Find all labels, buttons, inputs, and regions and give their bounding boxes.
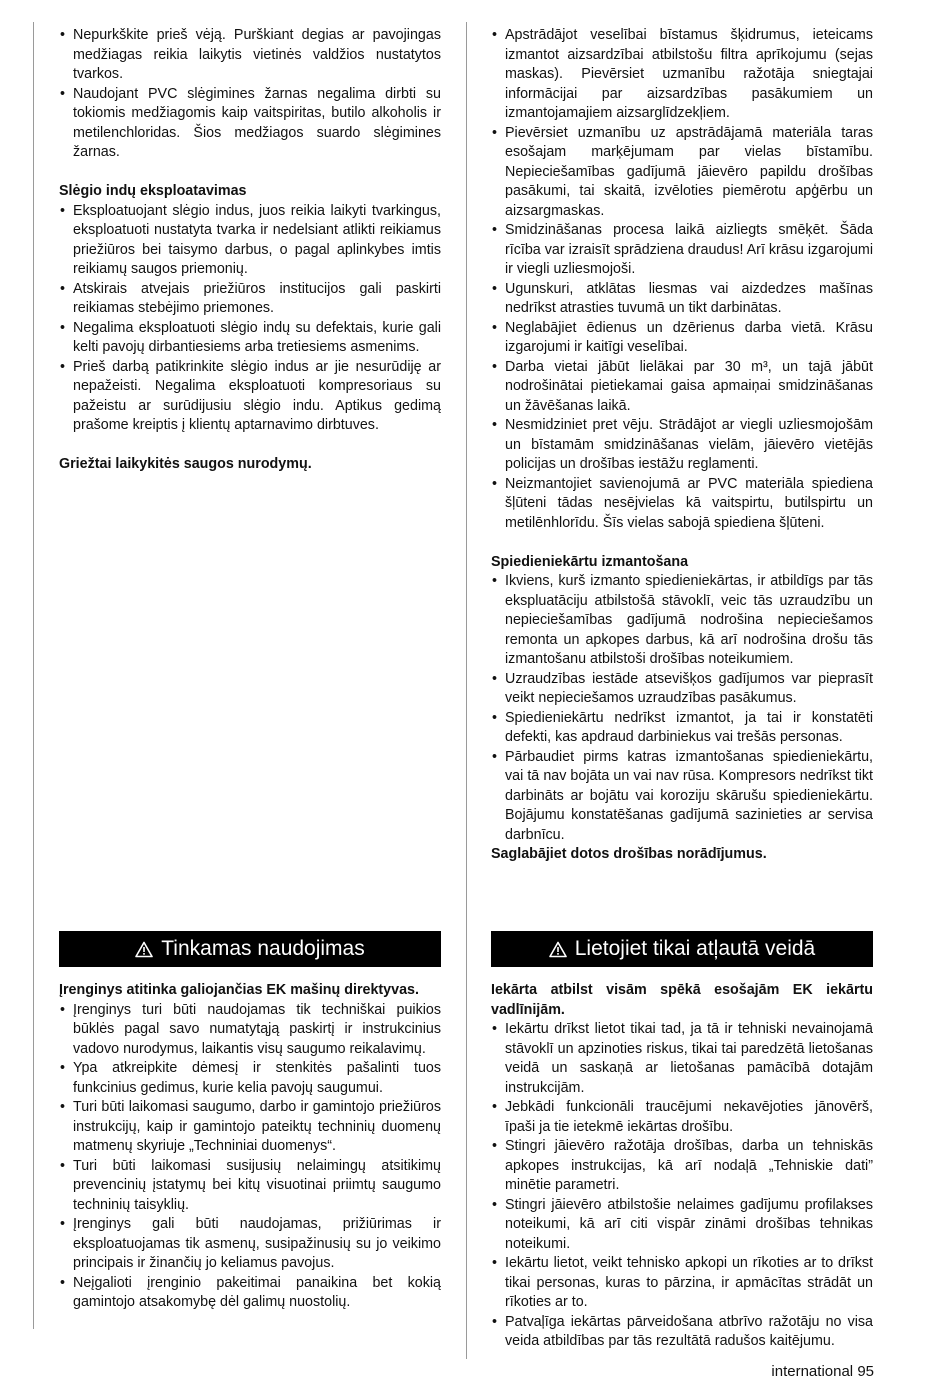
- section-heading: Spiedieniekārtu izmantošana: [491, 553, 689, 570]
- section-banner-right: [491, 931, 873, 967]
- section-banner-left: [59, 931, 441, 967]
- closing-note: Saglabājiet dotos drošības norādījumus.: [491, 846, 767, 862]
- list-item: • Turi būti laikomasi susijusių nelaimingų atsitikimų prevencinių įstatymų bei kitų visuotinai priimtų saugumo techninių taisyklių.: [59, 1157, 441, 1216]
- list-item: • Stingri jāievēro atbilstošie nelaimes gadījumu profilakses noteikumi, kā arī citi vispār zināmi drošības tehnikas noteikumi.: [491, 1196, 873, 1255]
- list-item: • Neglabājiet ēdienus un dzērienus darba vietā. Krāsu izgarojumi ir kaitīgi veselībai.: [491, 319, 873, 358]
- list-item: • Nesmidziniet pret vēju. Strādājot ar viegli uzliesmojošām un bīstamām smidzināšanas vielām, jāievēro vietējās policijas un drošības iestāžu reglamenti.: [491, 416, 873, 475]
- left-intro-list: [59, 26, 441, 163]
- list-item: • Patvaļīga iekārtas pārveidošana atbrīvo ražotāju no visa veida atbildības par tās rezultātā radušos kaitējumu.: [491, 1313, 873, 1352]
- list-item: • Nepurkškite prieš vėją. Purškiant degias ar pavojingas medžiagas reikia laikytis vietinės valdžios nustatytos tvarkos.: [59, 26, 441, 85]
- list-item: • Pievērsiet uzmanību uz apstrādājamā materiāla taras esošajam marķējumam par vielas bīstamību. Nepieciešamības gadījumā jāievēro papildu drošības pasākumi, tai skaitā, izvēloties piemērotu apģērbu un aizsargmaskas.: [491, 124, 873, 222]
- lead-statement: Įrenginys atitinka galiojančias EK mašinų direktyvas.: [59, 982, 419, 998]
- left-usage-list: [59, 1001, 441, 1313]
- section-heading: Slėgio indų eksploatavimas: [59, 183, 247, 199]
- list-item: • Apstrādājot veselībai bīstamus šķidrumus, ieteicams izmantot aizsardzībai atbilstošu filtra aprīkojumu (sejas maskas). Pievērsiet uzmanību ražotāja sniegtajai informācijai par aizsardzības pasākumiem un izmantojamajiem aizsarglīdzekļiem.: [491, 26, 873, 124]
- list-item: • Atskirais atvejais priežiūros institucijos gali paskirti reikiamas stebėjimo priemones.: [59, 280, 441, 319]
- banner-title: Lietojiet tikai atļautā veidā: [574, 937, 816, 960]
- list-item: • Negalima eksploatuoti slėgio indų su defektais, kurie gali kelti pavojų dirbantiesiems arba tretiesiems asmenims.: [59, 319, 441, 358]
- column-divider-rule: [466, 22, 467, 1359]
- list-item: • Uzraudzības iestāde atsevišķos gadījumos var pieprasīt veikt nepieciešamos uzraudzības pasākumus.: [491, 670, 873, 709]
- warning-triangle-icon: [549, 941, 567, 958]
- right-top-section: [491, 26, 873, 865]
- list-item: • Naudojant PVC slėgimines žarnas negalima dirbti su tokiomis medžiagomis kaip vaitspiritas, butilo alkoholis ir metilenchloridas. Šios medžiagos suardo slėgimines žarnas.: [59, 85, 441, 163]
- list-item: • Pārbaudiet pirms katras izmantošanas spiedieniekārtu, vai tā nav bojāta un vai nav rūsa. Kompresors nedrīkst tikt darbināts ar bojātu vai koroziju skārušu spiedieniekārtu. Bojājumu konstatēšanas gadījumā sazinieties ar servisa darbnīcu.: [491, 748, 873, 846]
- list-item: • Įrenginys gali būti naudojamas, prižiūrimas ir eksploatuojamas tik asmenų, susipažinusių su jo veikimo principais ir žinančių jo keliamus pavojus.: [59, 1215, 441, 1274]
- left-top-section: [59, 26, 441, 475]
- list-item: • Įrenginys turi būti naudojamas tik techniškai puikios būklės pagal savo numatytąją paskirtį ir instrukcinius vadovo nurodymus, laikantis visų saugumo reikalavimų.: [59, 1001, 441, 1060]
- right-section-list: [491, 572, 873, 845]
- left-bottom-section: [59, 981, 441, 1313]
- list-item: • Smidzināšanas procesa laikā aizliegts smēķēt. Šāda rīcība var izraisīt sprādziena draudus! Arī krāsu izgarojumi ir viegli uzliesmojoši.: [491, 221, 873, 280]
- footer-label: international: [771, 1363, 854, 1380]
- left-margin-rule: [33, 22, 34, 1329]
- list-item: • Iekārtu lietot, veikt tehnisko apkopi un rīkoties ar to drīkst tikai personas, kuras to pārzina, ir apmācītas strādāt un rīkoties ar to.: [491, 1254, 873, 1313]
- page-footer: [771, 1362, 874, 1382]
- list-item: • Spiedieniekārtu nedrīkst izmantot, ja tai ir konstatēti defekti, kas apdraud darbiniekus vai trešās personas.: [491, 709, 873, 748]
- list-item: • Darba vietai jābūt lielākai par 30 m³, un tajā jābūt nodrošinātai pietiekamai gaisa apmaiņai smidzināšanas un žāvēšanas laikā.: [491, 358, 873, 417]
- list-item: • Prieš darbą patikrinkite slėgio indus ar jie nesurūdiję ar nepažeisti. Negalima eksploatuoti kompresoriaus su pažeistu ar surūdijusiu slėgio indu. Aptikus gedimą prašome kreiptis į klientų aptarnavimo dirbtuves.: [59, 358, 441, 436]
- banner-title: Tinkamas naudojimas: [161, 937, 365, 960]
- list-item: • Neizmantojiet savienojumā ar PVC materiāla spiediena šļūteni tādas nesējvielas kā vaitspirtu, butilspirtu un metilēnhlorīdu. Šīs vielas sabojā spiediena šļūteni.: [491, 475, 873, 534]
- right-bottom-section: [491, 981, 873, 1352]
- list-item: • Neįgalioti įrenginio pakeitimai panaikina bet kokią gamintojo atsakomybę dėl galimų nuostolių.: [59, 1274, 441, 1313]
- list-item: • Ikviens, kurš izmanto spiedieniekārtas, ir atbildīgs par tās ekspluatāciju atbilstošā stāvoklī, veic tās uzraudzību un nepieciešamības gadījumā nodrošina nepieciešamos remonta un apkopes darbus, kā arī nodrošina drošu tās izmantošanu atbilstoši drošības noteikumiem.: [491, 572, 873, 670]
- list-item: • Stingri jāievēro ražotāja drošības, darba un tehniskās apkopes instrukcijas, kā arī nodaļā „Tehniskie dati” minētie parametri.: [491, 1137, 873, 1196]
- right-intro-list: [491, 26, 873, 533]
- left-section-list: [59, 202, 441, 436]
- lead-statement: Iekārta atbilst visām spēkā esošajām EK iekārtu vadlīnijām.: [491, 982, 873, 1018]
- closing-note: Griežtai laikykitės saugos nurodymų.: [59, 456, 312, 472]
- list-item: • Ypa atkreipkite dėmesį ir stenkitės pašalinti tuos funkcinius gedimus, kurie kelia pavojų saugumui.: [59, 1059, 441, 1098]
- list-item: • Turi būti laikomasi saugumo, darbo ir gamintojo priežiūros instrukcijų, kaip ir gamintojo pateiktų techninių duomenų matmenų skyriuje „Techniniai duomenys“.: [59, 1098, 441, 1157]
- list-item: • Iekārtu drīkst lietot tikai tad, ja tā ir tehniski nevainojamā stāvoklī un apzinoties riskus, tikai tai paredzētā lietošanas veidā un saskaņā ar lietošanas pamācībā dotajām instrukcijām.: [491, 1020, 873, 1098]
- warning-triangle-icon: [135, 941, 153, 958]
- list-item: • Ugunskuri, atklātas liesmas vai aizdedzes mašīnas nedrīkst atrasties tuvumā un tikt darbinātas.: [491, 280, 873, 319]
- list-item: • Eksploatuojant slėgio indus, juos reikia laikyti tvarkingus, eksploatuoti nustatyta tvarka ir nedelsiant atlikti reikiamus priežiūros bei taisymo darbus, o pagal aplinkybes imtis reikiamų saugos priemonių.: [59, 202, 441, 280]
- page-number: 95: [857, 1363, 874, 1380]
- right-usage-list: [491, 1020, 873, 1352]
- list-item: • Jebkādi funkcionāli traucējumi nekavējoties jānovērš, īpaši ja tie ietekmē iekārtas drošību.: [491, 1098, 873, 1137]
